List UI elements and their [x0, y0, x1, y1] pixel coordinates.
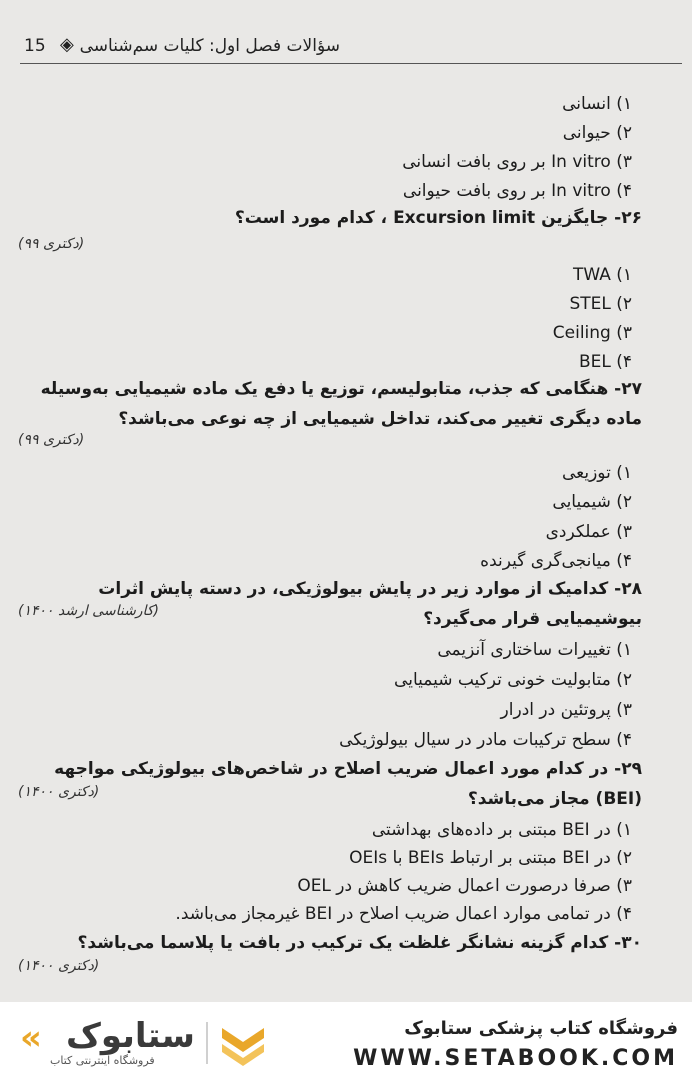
double-chevron-icon: « — [20, 1018, 42, 1058]
q29-option-3: ۳) صرفا درصورت اعمال ضریب کاهش در OEL — [297, 876, 632, 896]
question-27-source: (دکتری ۹۹) — [18, 432, 85, 448]
store-url-link[interactable]: WWW.SETABOOK.COM — [353, 1046, 678, 1071]
question-28: ۲۸- کدامیک از موارد زیر در پایش بیولوژیکی، در دسته پایش اثرات بیوشیمیایی قرار می‌گیرد؟ — [98, 579, 642, 629]
q28-option-1: ۱) تغییرات ساختاری آنزیمی — [437, 640, 632, 660]
question-29: ۲۹- در کدام مورد اعمال ضریب اصلاح در شاخص‌های بیولوژیکی مواجهه (BEI) مجاز می‌باشد؟ — [54, 759, 642, 809]
question-30-source: (دکتری ۱۴۰۰) — [18, 958, 100, 974]
question-27: ۲۷- هنگامی که جذب، متابولیسم، توزیع یا دفع یک ماده شیمیایی به‌وسیله ماده دیگری تغییر می‌کند، تداخل شیمیایی از چه نوعی می‌باشد؟ — [40, 379, 642, 429]
logo-divider — [206, 1022, 208, 1064]
question-28-source: (کارشناسی ارشد ۱۴۰۰) — [18, 603, 159, 619]
q27-option-3: ۳) عملکردی — [545, 522, 632, 542]
question-29-source: (دکتری ۱۴۰۰) — [18, 784, 100, 800]
q26-option-1: TWA (۱ — [572, 265, 632, 285]
q25-option-1: ۱) انسانی — [562, 94, 632, 114]
chapter-title: سؤالات فصل اول: کلیات سم‌شناسی — [79, 36, 340, 56]
q28-option-2: ۲) متابولیت خونی ترکیب شیمیایی — [394, 670, 632, 690]
store-footer-banner — [0, 1002, 692, 1080]
q27-option-4: ۴) میانجی‌گری گیرنده — [480, 551, 632, 571]
question-30: ۳۰- کدام گزینه نشانگر غلظت یک ترکیب در بافت یا پلاسما می‌باشد؟ — [77, 933, 642, 953]
q27-option-1: ۱) توزیعی — [561, 463, 632, 483]
page-header — [0, 30, 692, 64]
q29-option-4: ۴) در تمامی موارد اعمال ضریب اصلاح در BEI غیرمجاز می‌باشد. — [175, 904, 632, 924]
page-number: 15 — [24, 36, 46, 56]
question-26-source: (دکتری ۹۹) — [18, 236, 85, 252]
q26-option-2: STEL (۲ — [569, 294, 632, 314]
q28-option-4: ۴) سطح ترکیبات مادر در سیال بیولوژیکی — [339, 730, 632, 750]
q25-option-3: ۳) In vitro بر روی بافت انسانی — [402, 152, 632, 172]
q26-option-3: Ceiling (۳ — [552, 323, 632, 343]
book-chevron-icon — [220, 1020, 266, 1066]
q28-option-3: ۳) پروتئین در ادرار — [500, 700, 632, 720]
q29-option-2: ۲) در BEI مبتنی بر ارتباط BEIs با OEIs — [349, 848, 632, 868]
logo-wordmark: ستابوک — [66, 1016, 195, 1056]
q27-option-2: ۲) شیمیایی — [552, 492, 632, 512]
diamond-icon: ◈ — [60, 34, 74, 55]
question-26: ۲۶- جایگزین Excursion limit ، کدام مورد است؟ — [234, 208, 642, 228]
q29-option-1: ۱) در BEI مبتنی بر داده‌های بهداشتی — [371, 820, 632, 840]
logo-subtitle: فروشگاه اینترنتی کتاب — [50, 1054, 155, 1067]
q25-option-2: ۲) حیوانی — [562, 123, 632, 143]
store-logo — [20, 1014, 280, 1072]
store-name: فروشگاه کتاب پزشکی ستابوک — [404, 1018, 678, 1039]
q25-option-4: ۴) In vitro بر روی بافت حیوانی — [402, 181, 632, 201]
q26-option-4: BEL (۴ — [578, 352, 632, 372]
header-rule — [20, 63, 682, 64]
